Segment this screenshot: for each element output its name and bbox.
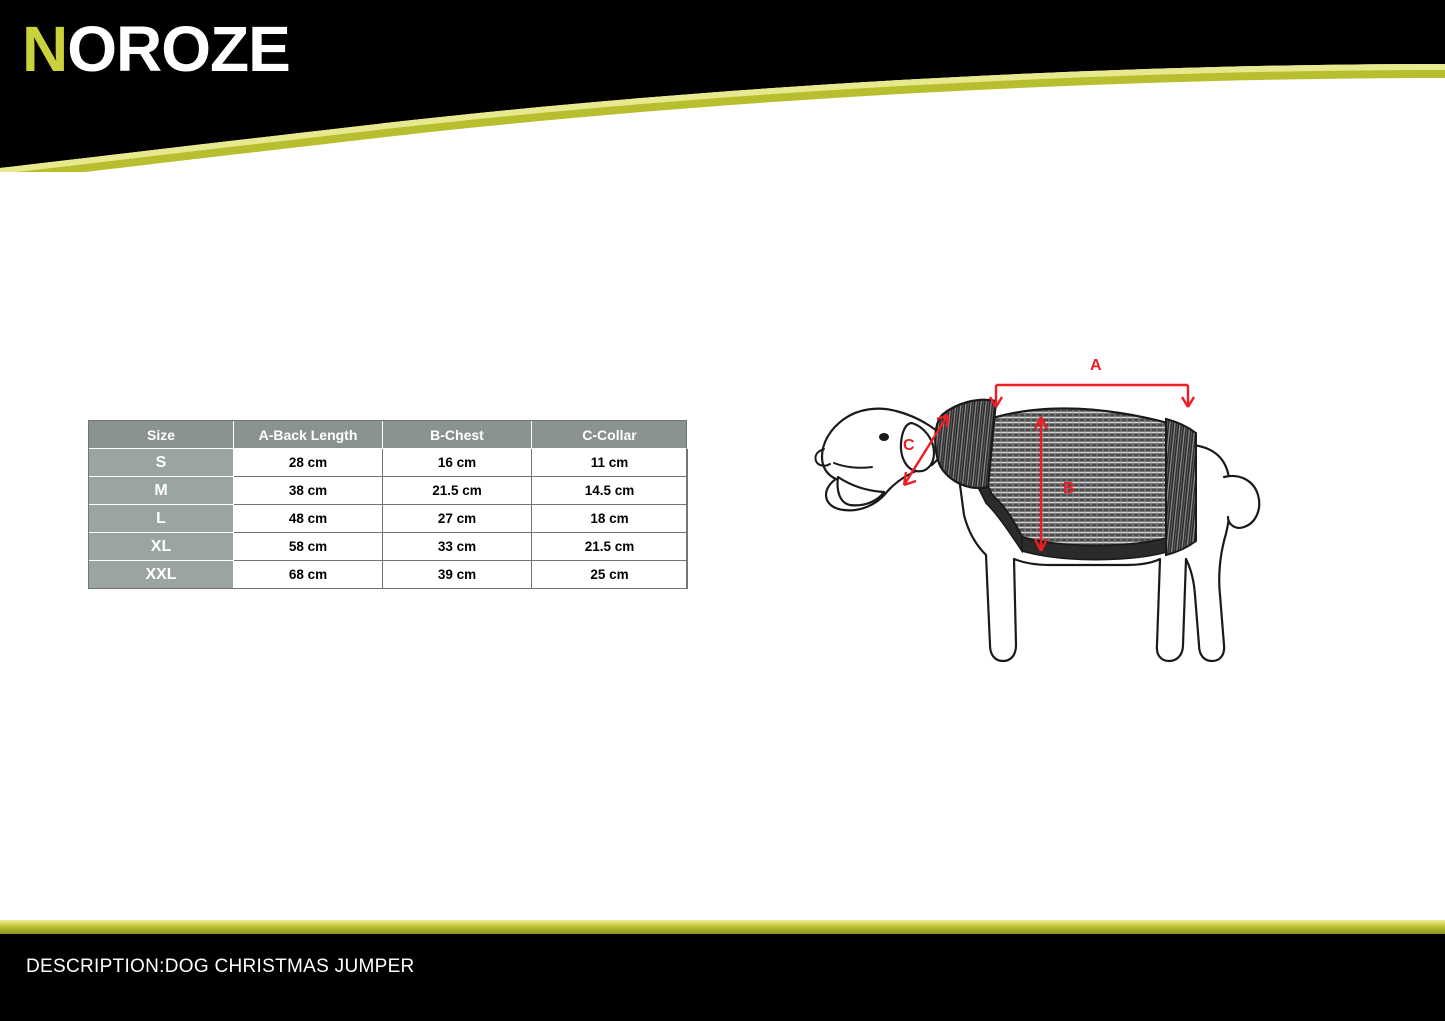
table-header-back-length: A-Back Length xyxy=(234,421,383,449)
cell-back-length: 28 cm xyxy=(234,449,383,477)
cell-collar: 18 cm xyxy=(532,505,688,533)
cell-back-length: 38 cm xyxy=(234,477,383,505)
brand-logo-text: OROZE xyxy=(67,13,290,85)
dimension-a-arrow xyxy=(990,385,1194,407)
dimension-label-b: B xyxy=(1063,480,1075,497)
table-header-row xyxy=(89,421,688,449)
cell-collar: 25 cm xyxy=(532,561,688,589)
dog-measurement-diagram xyxy=(800,345,1270,710)
cell-size: L xyxy=(89,505,234,533)
cell-back-length: 68 cm xyxy=(234,561,383,589)
size-chart-table xyxy=(88,420,688,589)
cell-back-length: 48 cm xyxy=(234,505,383,533)
table-row xyxy=(89,533,688,561)
table-row xyxy=(89,449,688,477)
cell-size: M xyxy=(89,477,234,505)
table-row xyxy=(89,561,688,589)
page-footer xyxy=(0,920,1445,1021)
cell-chest: 27 cm xyxy=(383,505,532,533)
cell-collar: 21.5 cm xyxy=(532,533,688,561)
table-header-chest: B-Chest xyxy=(383,421,532,449)
cell-chest: 21.5 cm xyxy=(383,477,532,505)
table-row xyxy=(89,477,688,505)
cell-collar: 14.5 cm xyxy=(532,477,688,505)
table-header-collar: C-Collar xyxy=(532,421,688,449)
brand-logo xyxy=(22,12,290,86)
dog-illustration xyxy=(800,345,1270,710)
product-description: DESCRIPTION:DOG CHRISTMAS JUMPER xyxy=(26,956,415,977)
cell-chest: 39 cm xyxy=(383,561,532,589)
cell-back-length: 58 cm xyxy=(234,533,383,561)
brand-logo-accent: N xyxy=(22,13,68,85)
dimension-label-a: A xyxy=(1090,357,1102,374)
cell-chest: 33 cm xyxy=(383,533,532,561)
footer-gold-bar xyxy=(0,920,1445,934)
cell-size: XXL xyxy=(89,561,234,589)
cell-chest: 16 cm xyxy=(383,449,532,477)
table-header-size: Size xyxy=(89,421,234,449)
dimension-label-c: C xyxy=(903,437,915,454)
cell-collar: 11 cm xyxy=(532,449,688,477)
page-header xyxy=(0,0,1445,172)
cell-size: S xyxy=(89,449,234,477)
table-row xyxy=(89,505,688,533)
cell-size: XL xyxy=(89,533,234,561)
